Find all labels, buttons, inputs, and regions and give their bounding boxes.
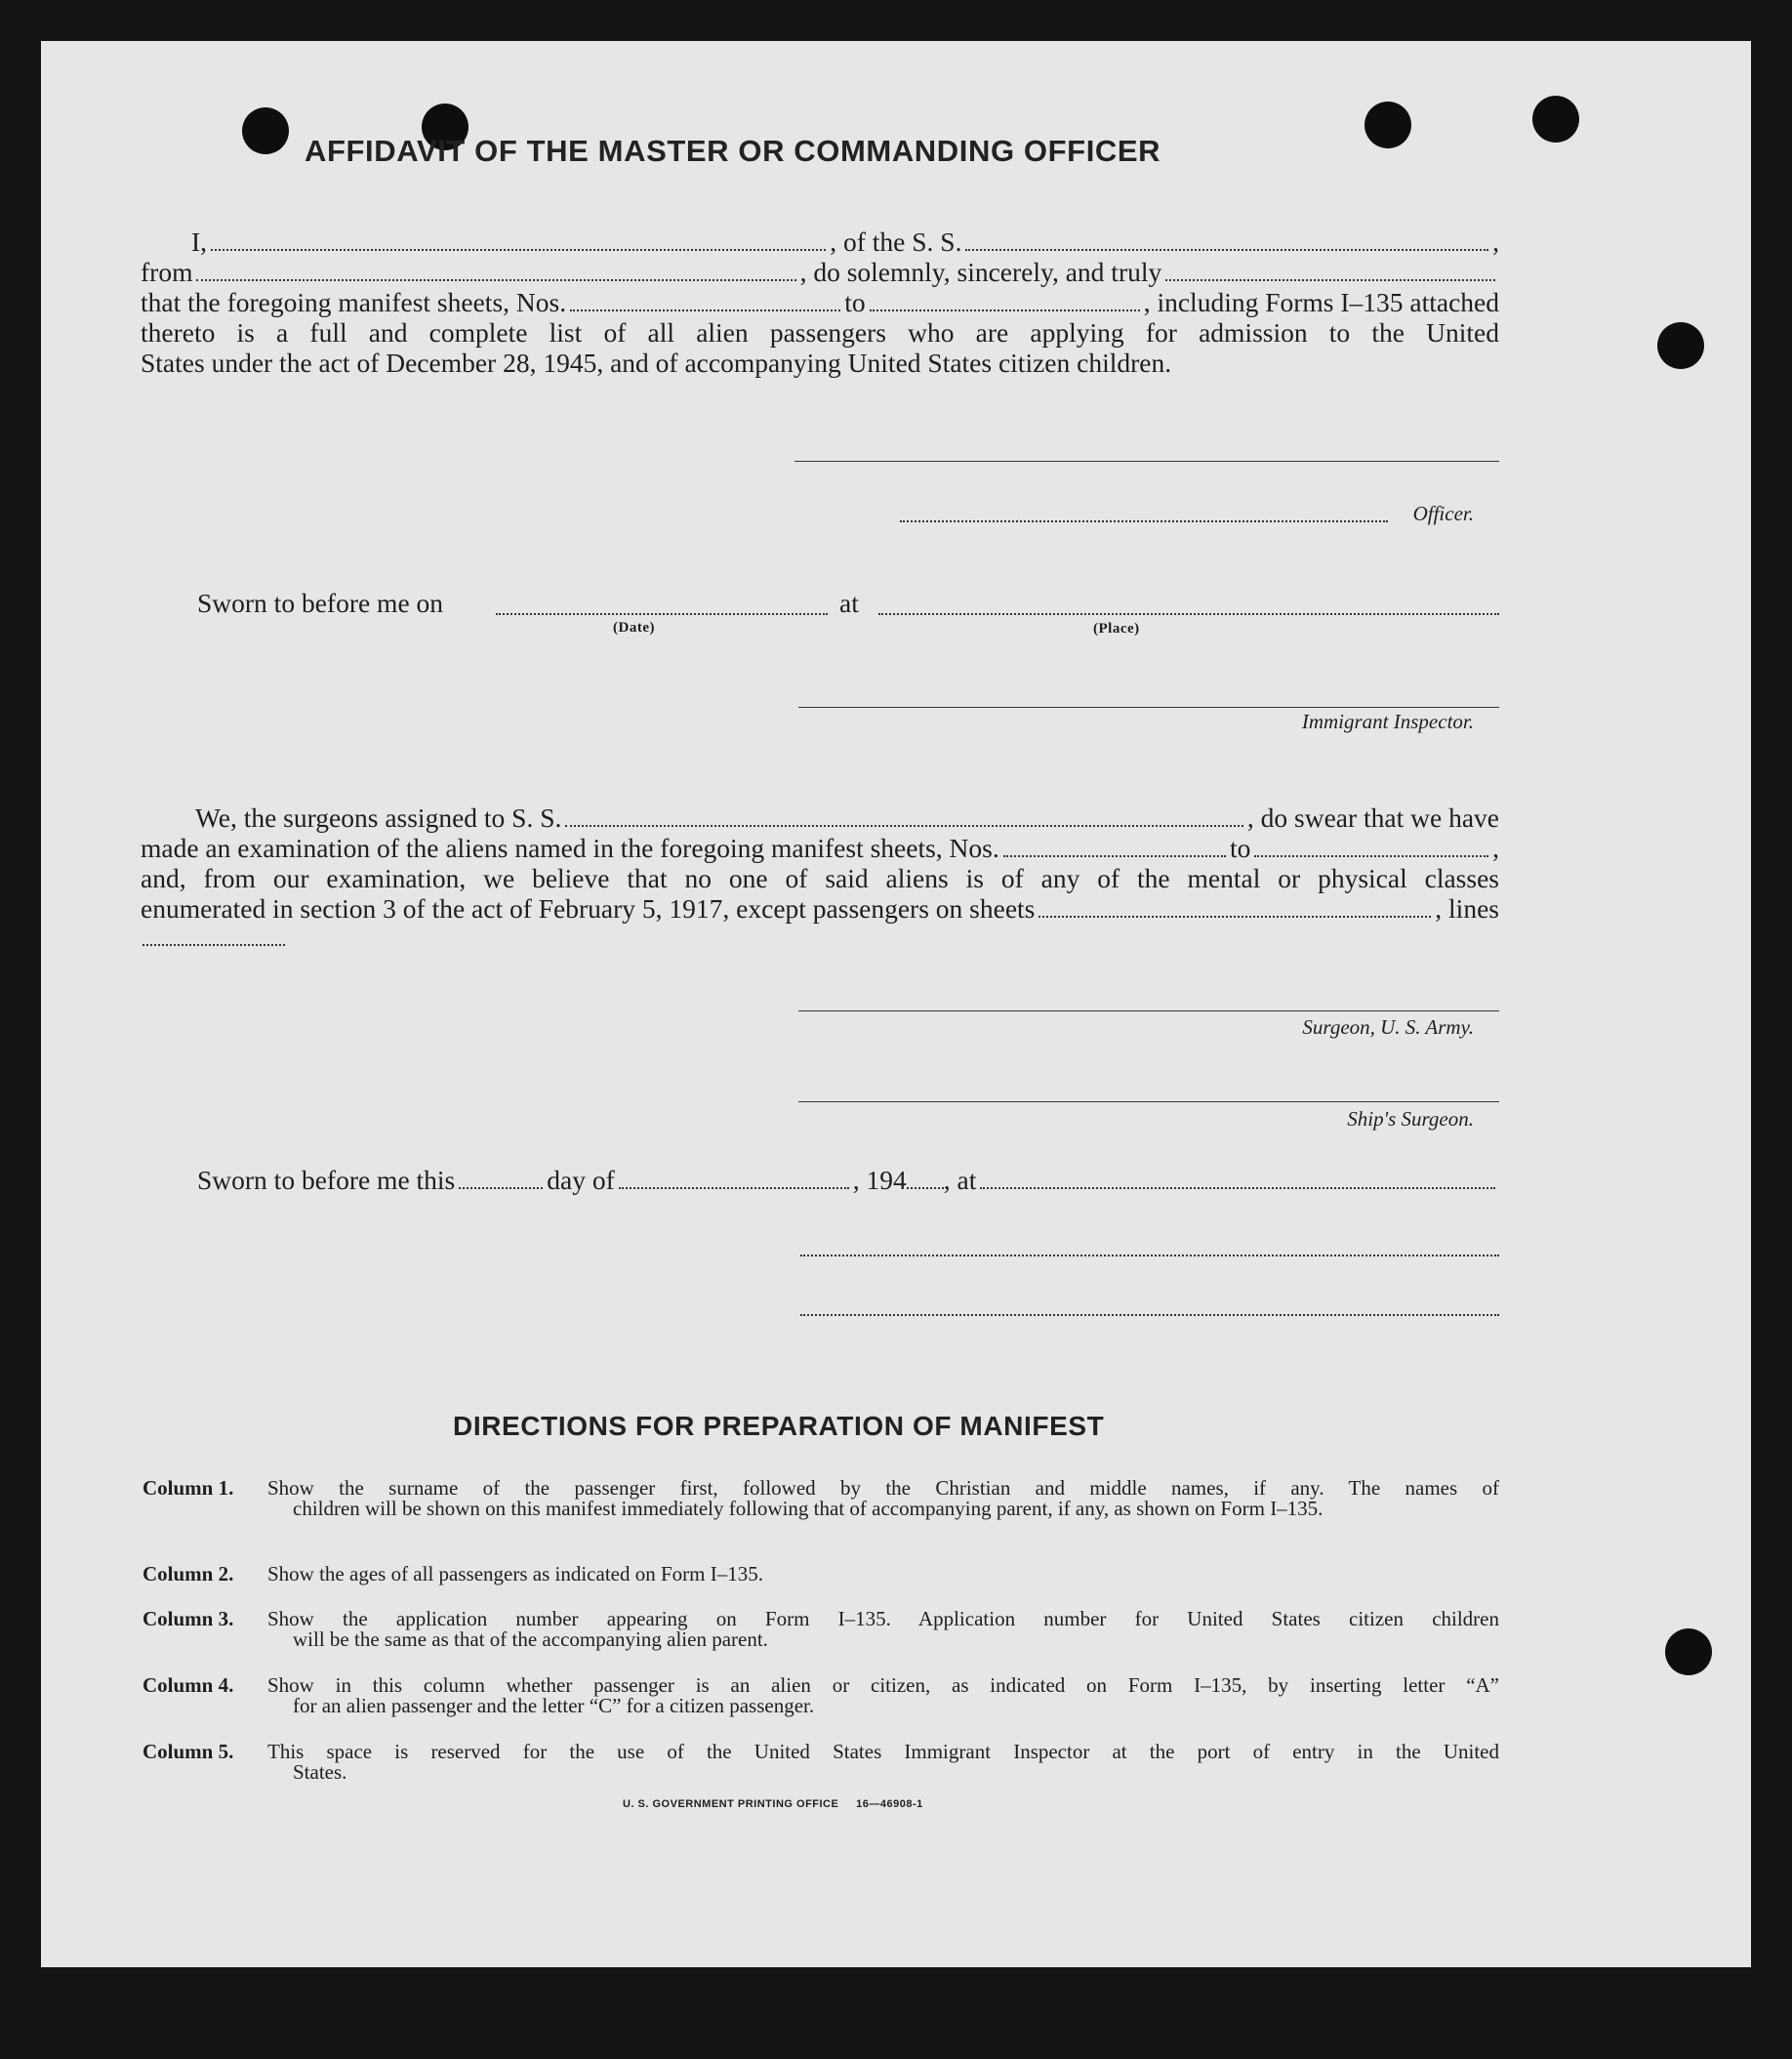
- army-surgeon-signature-line[interactable]: [798, 1010, 1499, 1011]
- text: children will be shown on this manifest immediately following that of accompanying parent, if any, as shown on Form I–135.: [293, 1497, 1324, 1520]
- column-label: Column 4.: [143, 1673, 234, 1697]
- text: Show the ages of all passengers as indicated on Form I–135.: [267, 1562, 763, 1585]
- sworn-text: Sworn to before me on: [197, 588, 444, 618]
- page-title: AFFIDAVIT OF THE MASTER OR COMMANDING OFFICER: [305, 134, 1161, 168]
- text: , lines: [1435, 893, 1499, 924]
- text: , do solemnly, sincerely, and truly: [799, 257, 1162, 287]
- text: made an examination of the aliens named in the foregoing manifest sheets, Nos.: [141, 833, 999, 863]
- place-field[interactable]: [878, 613, 1499, 615]
- ship-surgeon-label: Ship's Surgeon.: [1347, 1107, 1474, 1131]
- inspector-signature-line[interactable]: [798, 707, 1499, 708]
- text: will be the same as that of the accompanying alien parent.: [293, 1627, 768, 1651]
- punch-hole: [1532, 96, 1579, 143]
- text: , at: [943, 1165, 977, 1195]
- sworn-at-text: at: [839, 588, 859, 618]
- date-caption: (Date): [613, 620, 655, 636]
- lines-field[interactable]: [143, 944, 285, 946]
- place2-field[interactable]: [980, 1168, 1495, 1189]
- year-field[interactable]: [907, 1168, 944, 1189]
- from-port-field[interactable]: [196, 260, 795, 281]
- text: Show in this column whether passenger is an alien or citizen, as indicated on Form I–135, by inserting letter “A”: [267, 1673, 1499, 1697]
- text: ,: [1492, 833, 1499, 863]
- master-name-field[interactable]: [211, 229, 826, 251]
- text: that the foregoing manifest sheets, Nos.: [141, 287, 567, 317]
- text: for an alien passenger and the letter “C” for a citizen passenger.: [293, 1694, 815, 1717]
- text: Show the application number appearing on Form I–135. Application number for United States citizen children: [267, 1607, 1499, 1630]
- text: This space is reserved for the use of the United States Immigrant Inspector at the port of entry in the United: [267, 1740, 1499, 1763]
- text: , of the S. S.: [830, 226, 962, 257]
- surgeon-ship-field[interactable]: [565, 805, 1243, 827]
- punch-hole: [242, 107, 289, 154]
- form-sheet: [41, 41, 1751, 1967]
- printer-footer: U. S. GOVERNMENT PRINTING OFFICE 16—46908-1: [623, 1798, 923, 1810]
- army-surgeon-label: Surgeon, U. S. Army.: [1302, 1015, 1474, 1039]
- sheet-to-field[interactable]: [870, 290, 1140, 311]
- text: States under the act of December 28, 1945, and of accompanying United States citizen children.: [141, 348, 1172, 378]
- exam-sheet-from-field[interactable]: [1003, 836, 1226, 857]
- exam-sheet-to-field[interactable]: [1254, 836, 1488, 857]
- text: thereto is a full and complete list of all alien passengers who are applying for admission to the United: [141, 317, 1499, 348]
- text: to: [844, 287, 866, 317]
- text: to: [1230, 833, 1251, 863]
- text: Sworn to before me this: [197, 1165, 456, 1195]
- direction-item: [143, 1609, 1499, 1652]
- date-field[interactable]: [496, 613, 828, 615]
- month-field[interactable]: [619, 1168, 849, 1189]
- text: States.: [293, 1760, 347, 1784]
- column-label: Column 1.: [143, 1476, 234, 1500]
- direction-item: [143, 1742, 1499, 1785]
- text: day of: [547, 1165, 615, 1195]
- officer-signature-line[interactable]: [794, 461, 1499, 462]
- text: , including Forms I–135 attached: [1143, 287, 1500, 317]
- column-label: Column 2.: [143, 1562, 234, 1585]
- text: and, from our examination, we believe that no one of said aliens is of any of the mental or physical classes: [141, 863, 1499, 893]
- affidavit-paragraph: [141, 226, 1499, 378]
- column-label: Column 3.: [143, 1607, 234, 1630]
- punch-hole: [1657, 322, 1704, 369]
- except-sheets-field[interactable]: [1039, 896, 1431, 918]
- ship-name-field[interactable]: [965, 229, 1488, 251]
- column-label: Column 5.: [143, 1740, 234, 1763]
- day-field[interactable]: [459, 1168, 543, 1189]
- text: ,: [1492, 226, 1499, 257]
- sheet-from-field[interactable]: [570, 290, 840, 311]
- officer-label: Officer.: [1412, 502, 1474, 525]
- surgeons-paragraph: [141, 803, 1499, 924]
- punch-hole: [1665, 1628, 1712, 1675]
- text: Show the surname of the passenger first, followed by the Christian and middle names, if any. The names of: [267, 1476, 1499, 1500]
- text: enumerated in section 3 of the act of February 5, 1917, except passengers on sheets: [141, 893, 1036, 924]
- signature-line[interactable]: [800, 1255, 1499, 1256]
- signature-line[interactable]: [800, 1314, 1499, 1316]
- text: , 194: [852, 1165, 907, 1195]
- text: I,: [191, 226, 208, 257]
- direction-item: [143, 1675, 1499, 1718]
- text: from: [141, 257, 193, 287]
- direction-item: [143, 1564, 1499, 1587]
- sworn2-row: [197, 1165, 1499, 1195]
- text: We, the surgeons assigned to S. S.: [195, 803, 562, 833]
- ship-surgeon-signature-line[interactable]: [798, 1101, 1499, 1102]
- oath-field[interactable]: [1165, 260, 1495, 281]
- inspector-label: Immigrant Inspector.: [1301, 710, 1474, 733]
- text: , do swear that we have: [1246, 803, 1499, 833]
- directions-title: DIRECTIONS FOR PREPARATION OF MANIFEST: [453, 1411, 1105, 1441]
- punch-hole: [1364, 102, 1411, 148]
- place-caption: (Place): [1093, 621, 1140, 637]
- direction-item: [143, 1478, 1499, 1543]
